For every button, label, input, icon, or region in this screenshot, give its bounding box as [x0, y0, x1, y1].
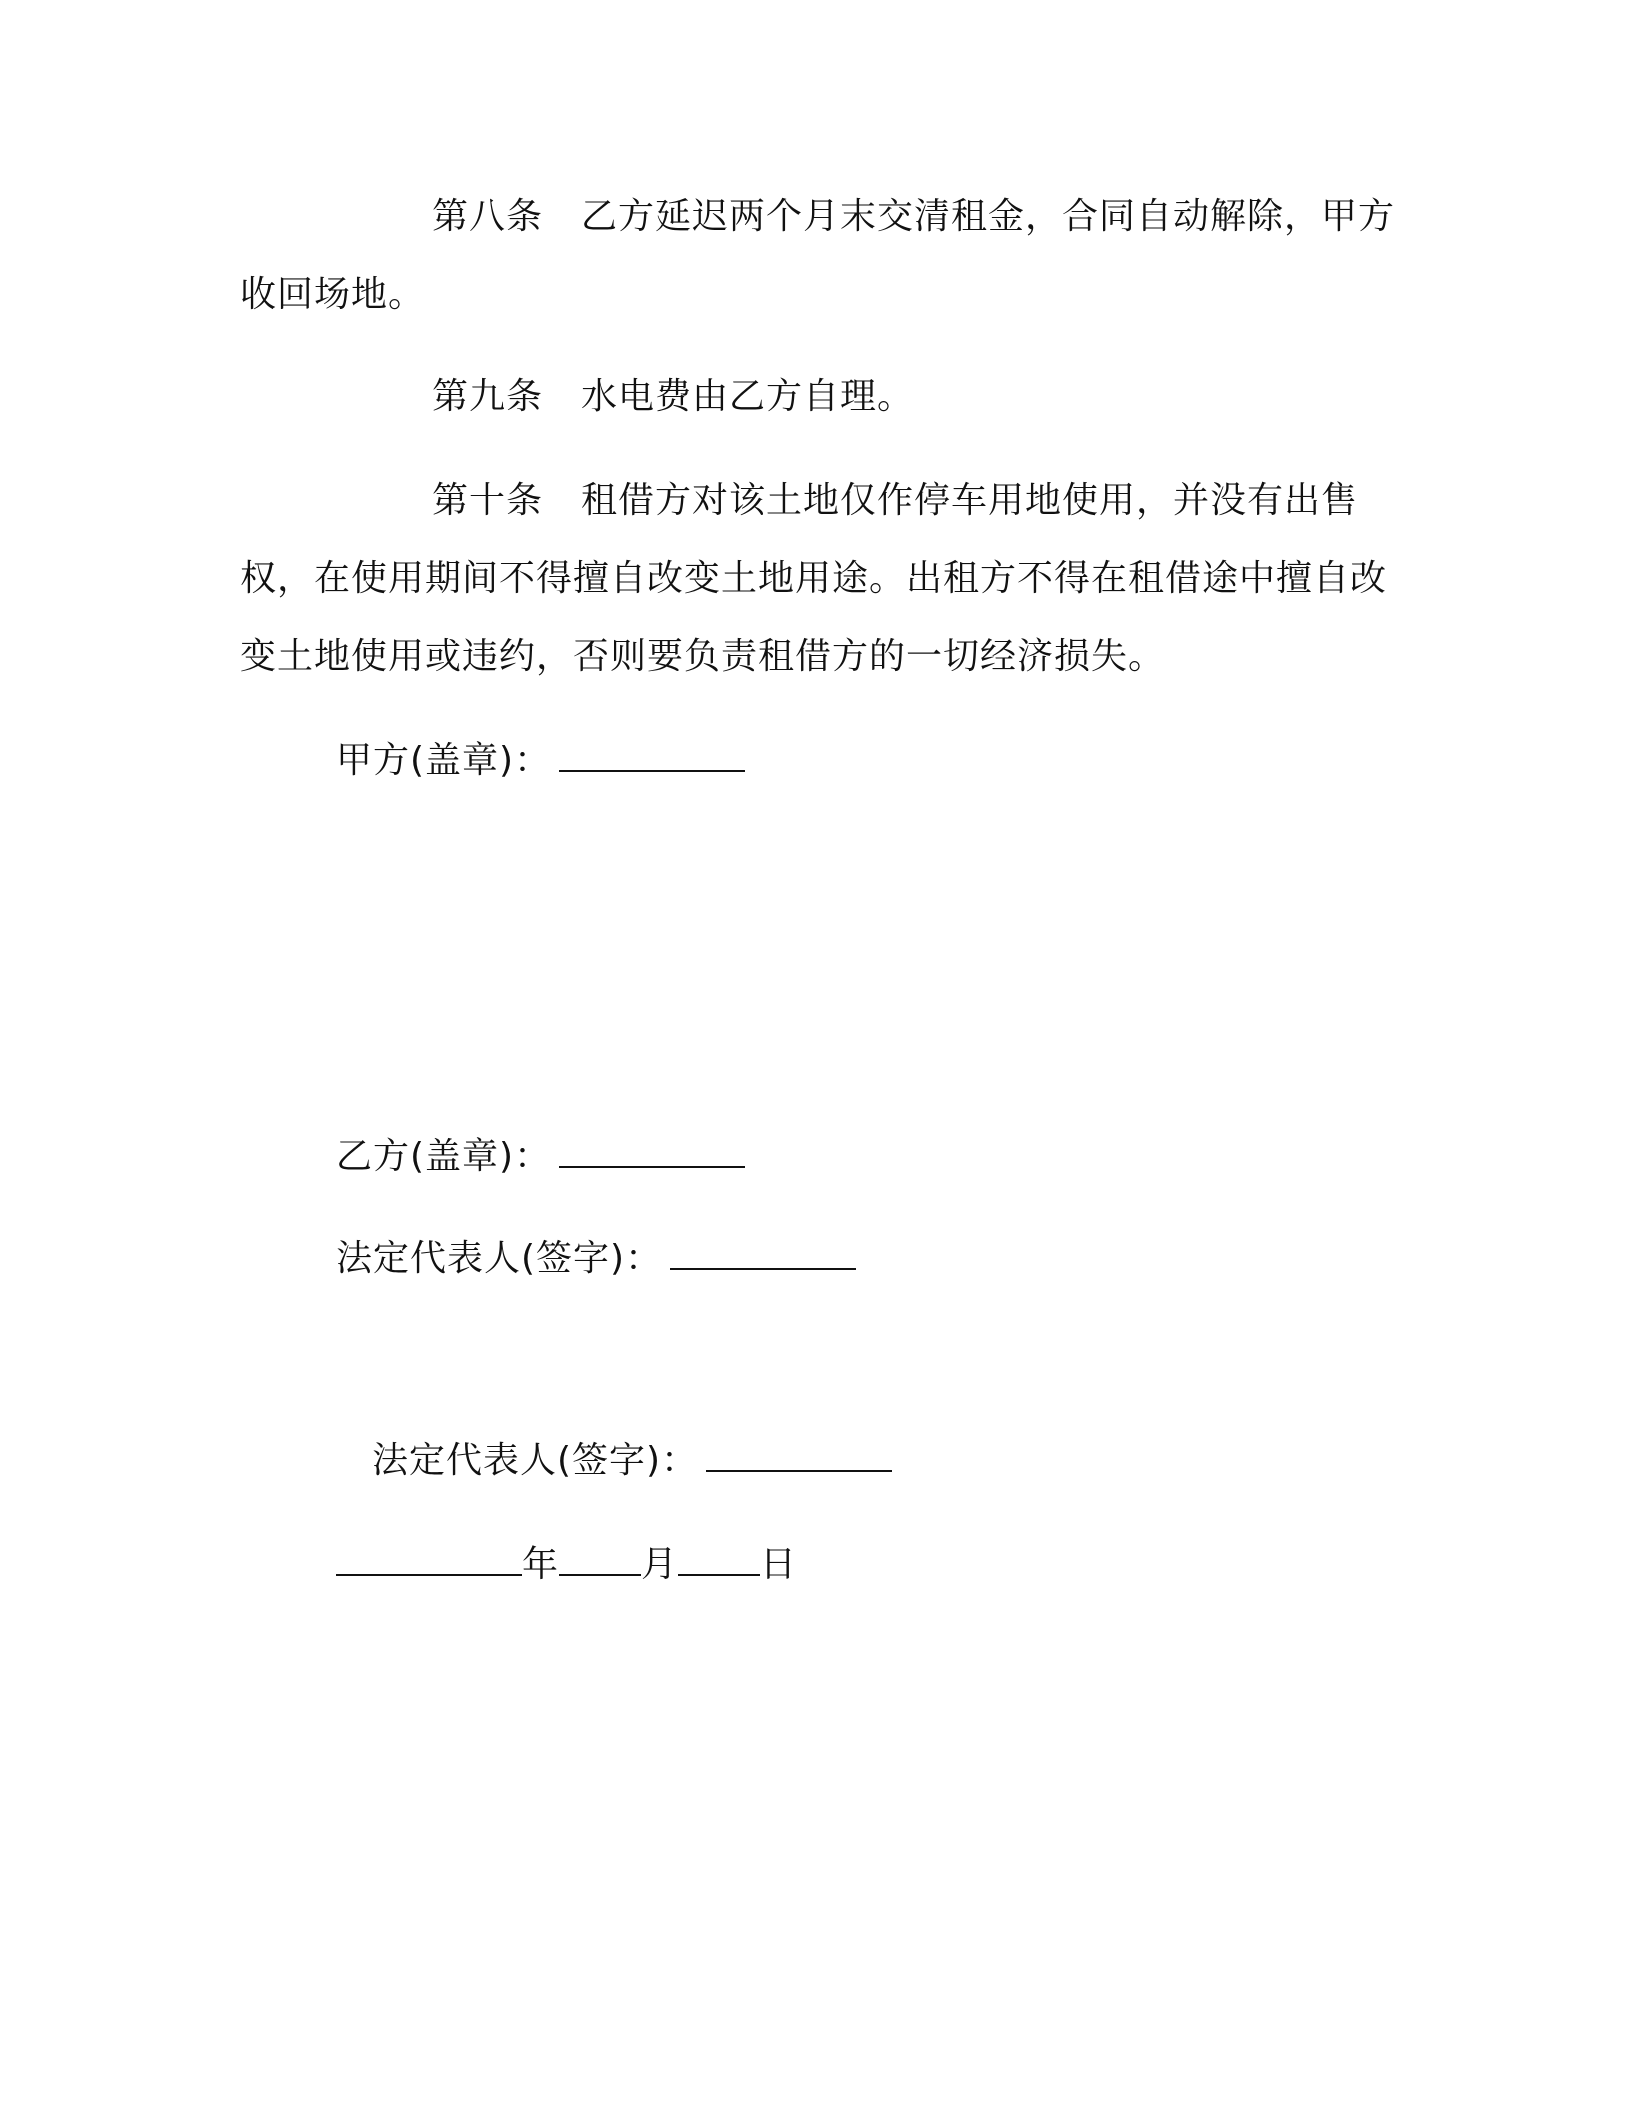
- article-9-label: 第九条: [432, 376, 544, 417]
- party-a-signature-line: [336, 734, 745, 786]
- date-day-blank[interactable]: [678, 1538, 760, 1576]
- legal-rep-2-blank[interactable]: [706, 1434, 892, 1472]
- article-10-text: 租借方对该土地仅作停车用地使用，并没有出售权，在使用期间不得擅自改变土地用途。出租方不得在租借途中擅自改变土地使用或违约，否则要负责租借方的一切经济损失。: [240, 480, 1388, 677]
- party-a-label: 甲方(盖章)：: [336, 740, 552, 781]
- party-b-signature-line: [336, 1130, 745, 1182]
- article-8-label: 第八条: [432, 196, 544, 237]
- legal-rep-1-label: 法定代表人(签字)：: [336, 1238, 663, 1279]
- date-month-label: 月: [641, 1544, 679, 1585]
- article-8: [240, 178, 1400, 334]
- date-day-label: 日: [760, 1544, 798, 1585]
- article-8-text: 乙方延迟两个月末交清租金，合同自动解除，甲方收回场地。: [240, 196, 1396, 315]
- legal-rep-2-label: 法定代表人(签字)：: [372, 1440, 699, 1481]
- article-9: [240, 358, 1400, 436]
- date-line: [336, 1538, 797, 1590]
- legal-rep-1-signature-line: [336, 1232, 856, 1284]
- date-year-blank[interactable]: [336, 1538, 522, 1576]
- party-b-label: 乙方(盖章)：: [336, 1136, 552, 1177]
- article-9-text: 水电费由乙方自理。: [581, 376, 915, 417]
- article-10: [240, 462, 1400, 696]
- legal-rep-1-blank[interactable]: [670, 1232, 856, 1270]
- legal-rep-2-signature-line: [372, 1434, 892, 1486]
- party-b-blank[interactable]: [559, 1130, 745, 1168]
- date-month-blank[interactable]: [559, 1538, 641, 1576]
- article-10-label: 第十条: [432, 480, 544, 521]
- date-year-label: 年: [522, 1544, 560, 1585]
- party-a-blank[interactable]: [559, 734, 745, 772]
